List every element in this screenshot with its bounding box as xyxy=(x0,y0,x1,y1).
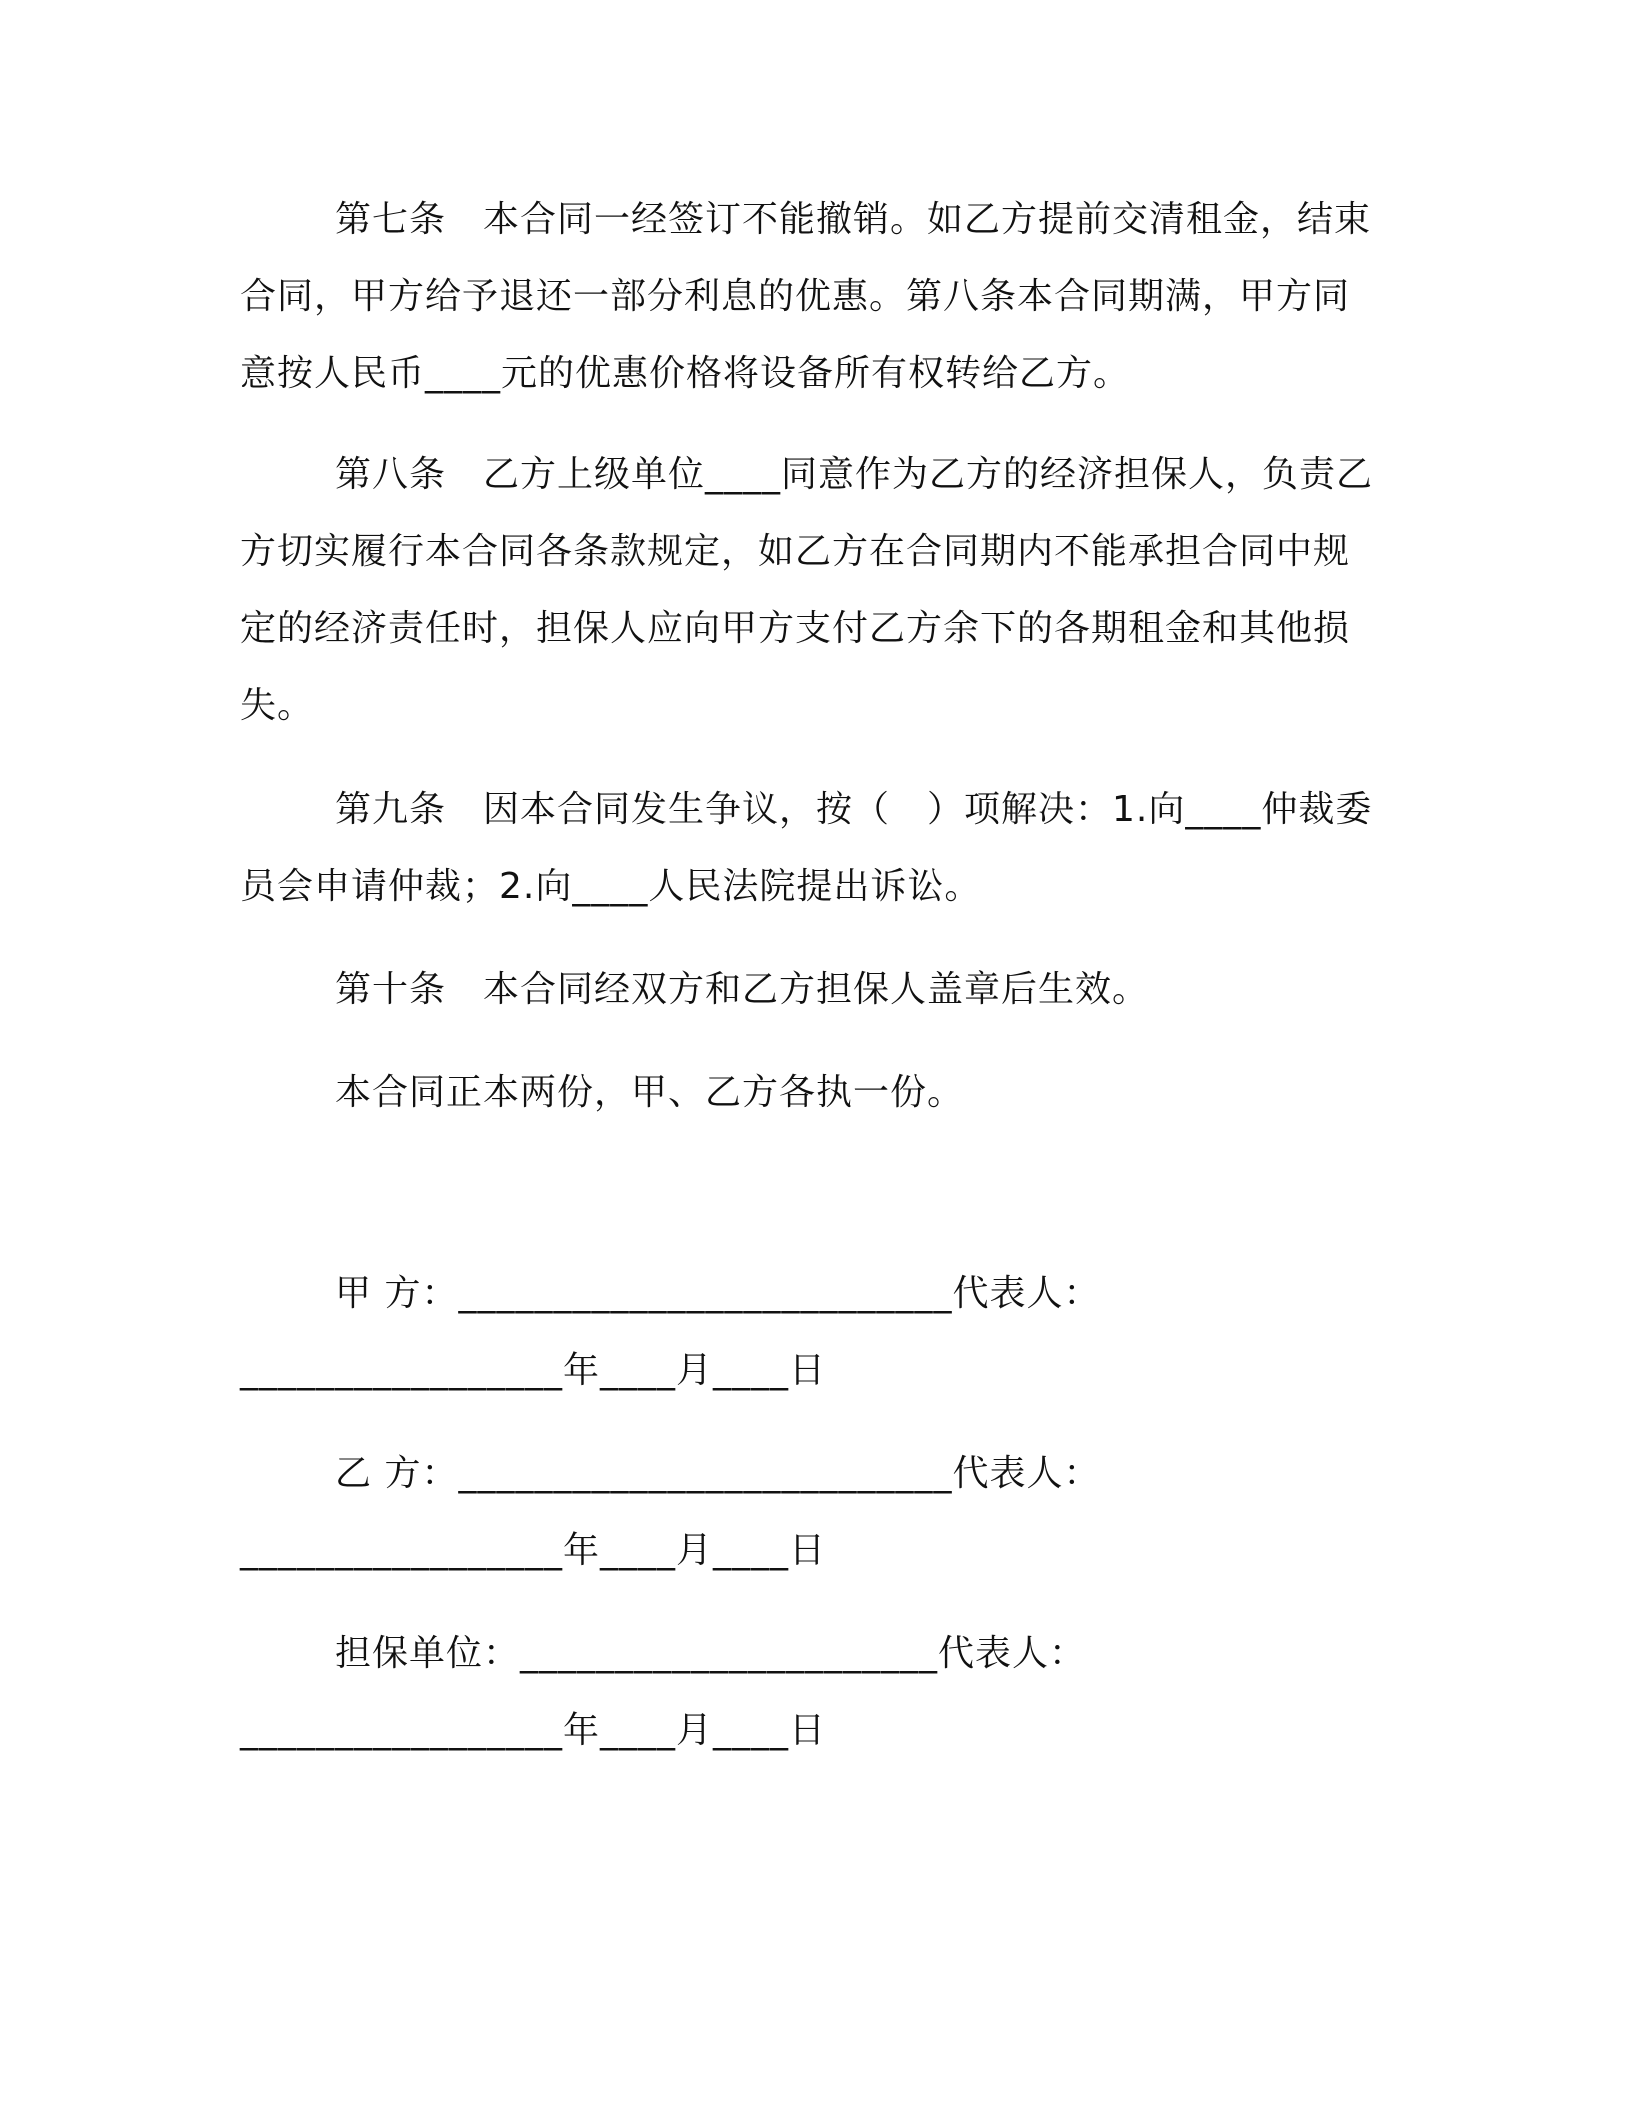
article-7-line-1: 第七条 本合同一经签订不能撤销。如乙方提前交清租金，结束 xyxy=(335,199,1372,240)
article-9-line-1: 第九条 因本合同发生争议，按（ ）项解决：1.向____仲裁委 xyxy=(335,789,1373,830)
article-8-line-4: 失。 xyxy=(240,685,315,726)
article-8-line-2: 方切实履行本合同各条款规定，如乙方在合同期内不能承担合同中规 xyxy=(240,531,1351,572)
article-8-line-1: 第八条 乙方上级单位____同意作为乙方的经济担保人，负责乙 xyxy=(335,454,1374,495)
article-7-line-2: 合同，甲方给予退还一部分利息的优惠。第八条本合同期满，甲方同 xyxy=(240,276,1351,317)
copies-clause: 本合同正本两份，甲、乙方各执一份。 xyxy=(335,1072,965,1113)
article-10-line: 第十条 本合同经双方和乙方担保人盖章后生效。 xyxy=(335,969,1150,1010)
guarantor-signature-line: 担保单位：______________________代表人： xyxy=(335,1633,1087,1674)
party-b-date-line: _________________年____月____日 xyxy=(240,1530,826,1571)
guarantor-date-line: _________________年____月____日 xyxy=(240,1710,826,1751)
party-b-signature-line: 乙 方：__________________________代表人： xyxy=(335,1453,1101,1494)
article-7-line-3: 意按人民币____元的优惠价格将设备所有权转给乙方。 xyxy=(240,353,1131,394)
article-9-line-2: 员会申请仲裁；2.向____人民法院提出诉讼。 xyxy=(240,866,982,907)
party-a-date-line: _________________年____月____日 xyxy=(240,1350,826,1391)
article-8-line-3: 定的经济责任时，担保人应向甲方支付乙方余下的各期租金和其他损 xyxy=(240,608,1351,649)
party-a-signature-line: 甲 方：__________________________代表人： xyxy=(335,1273,1101,1314)
